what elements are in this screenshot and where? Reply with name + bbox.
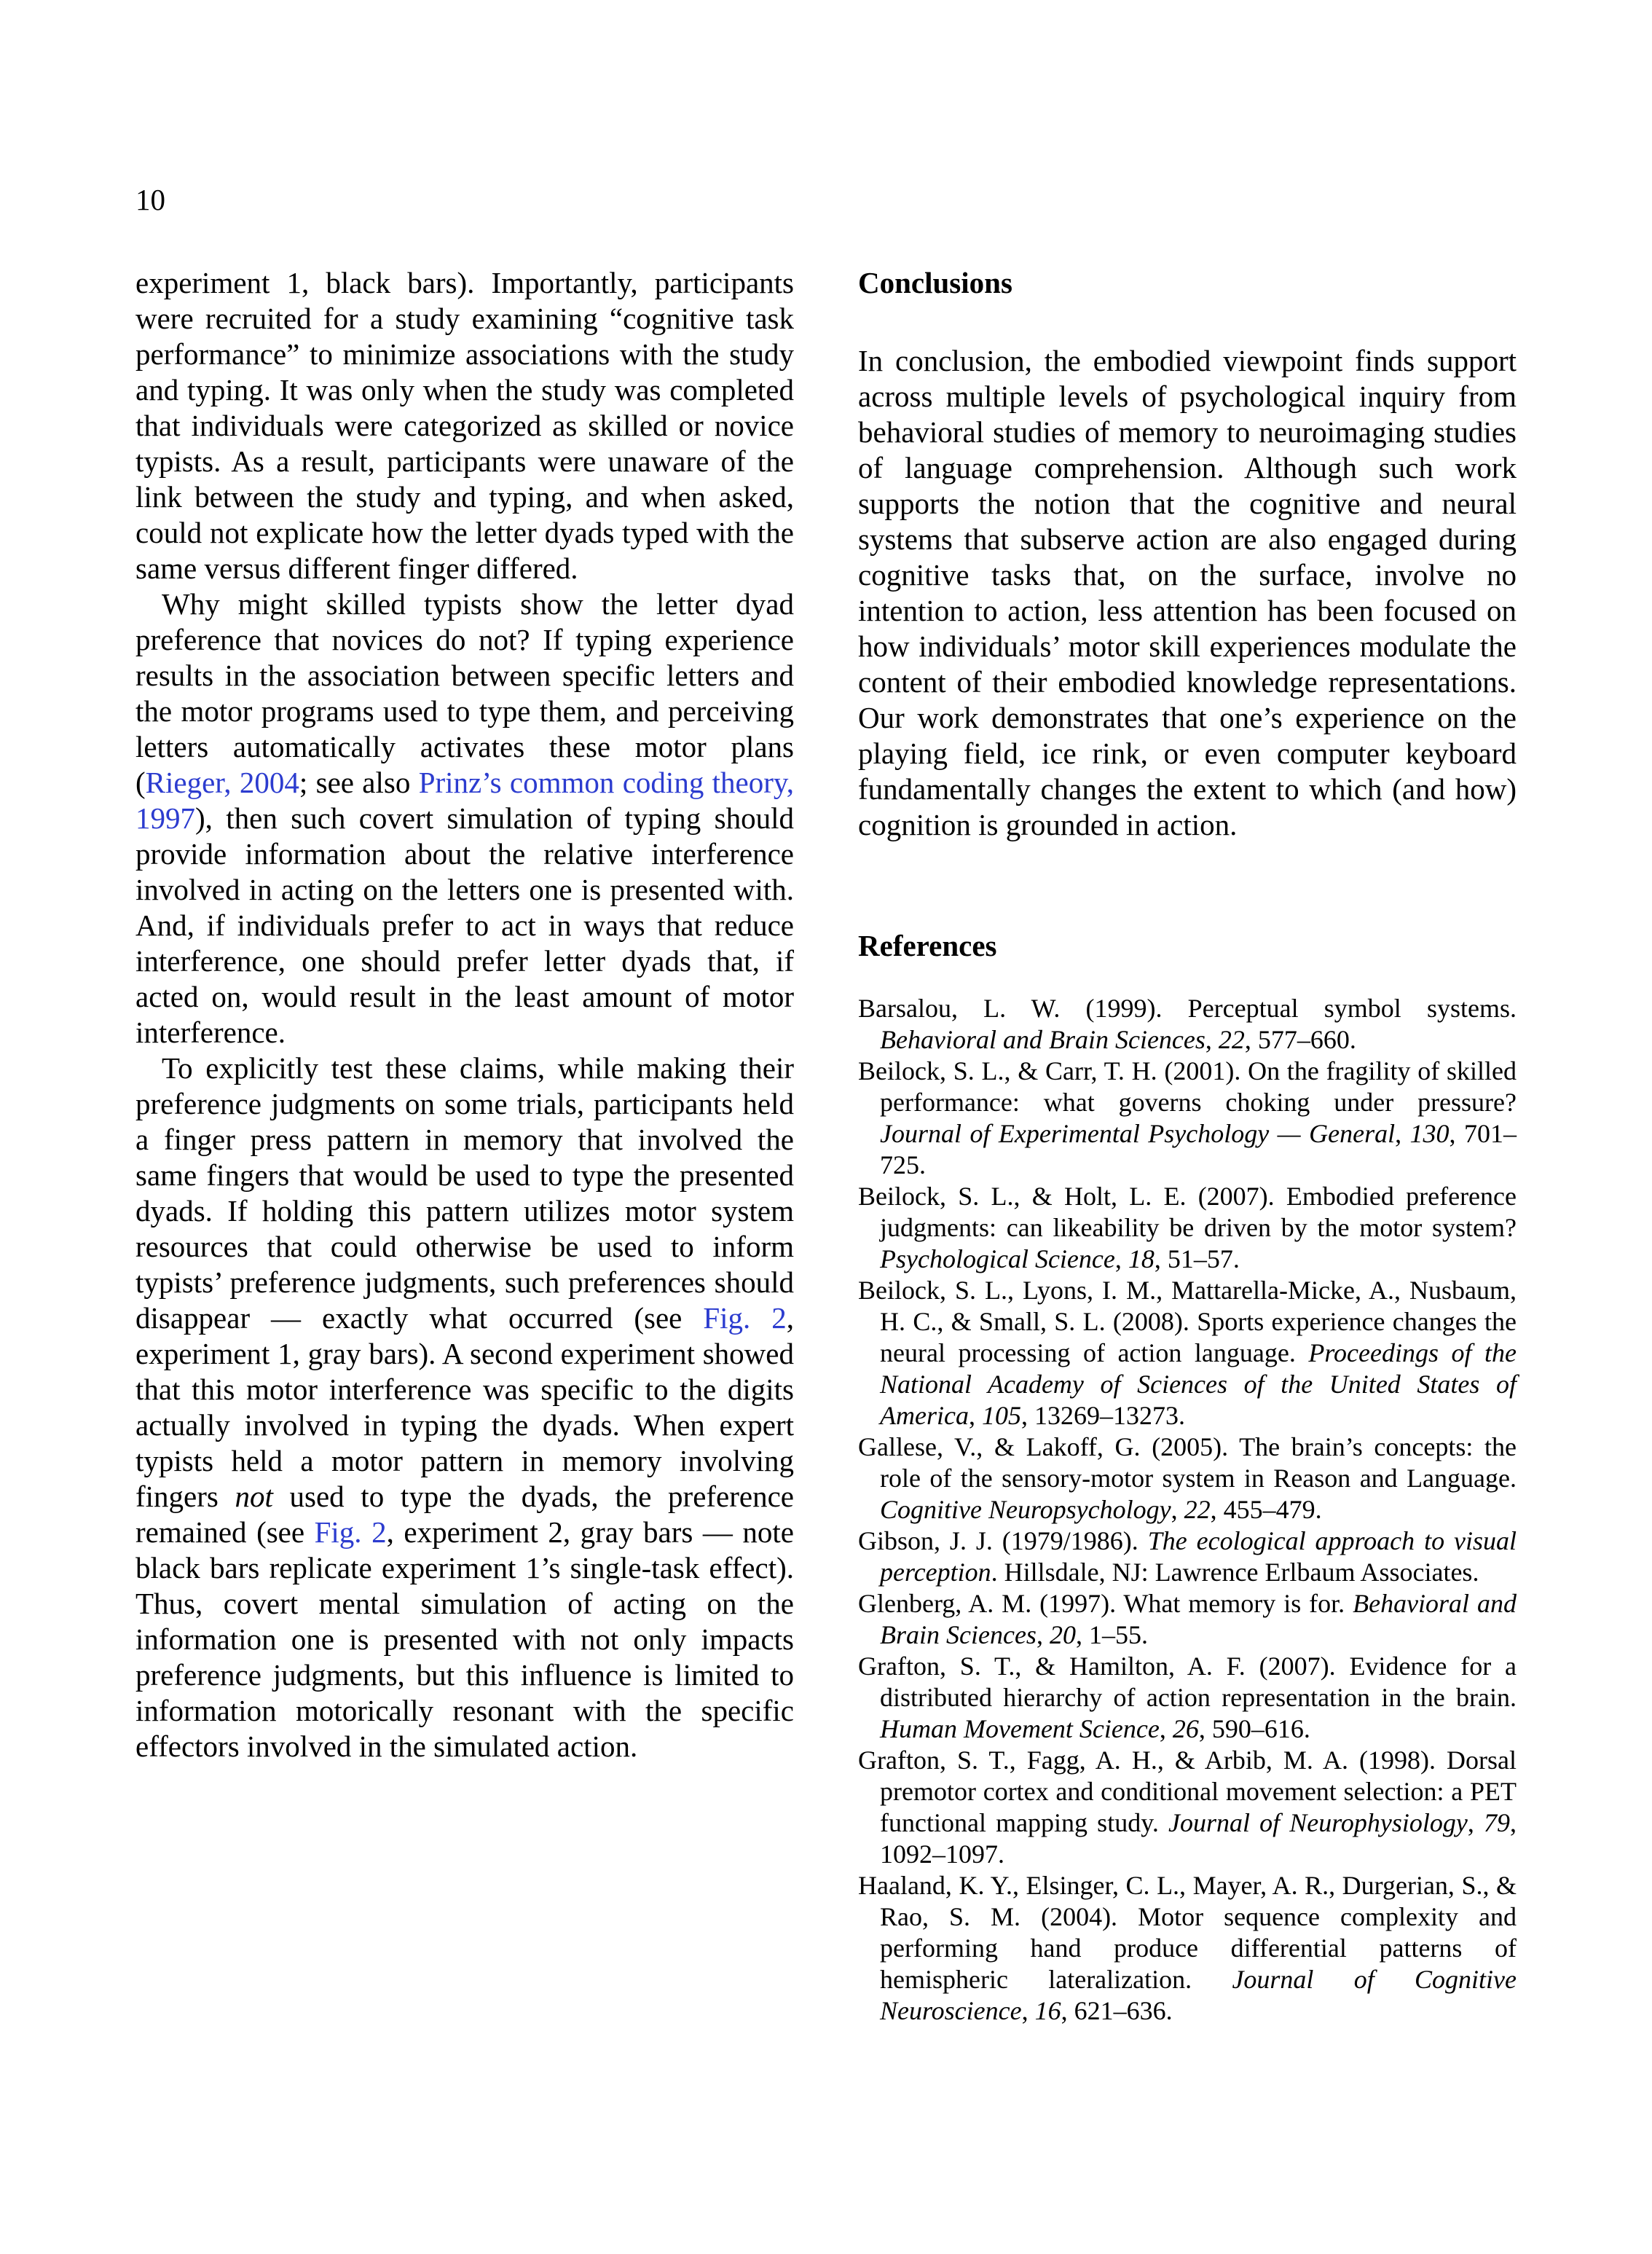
emphasis-text: Human Movement Science: [880, 1714, 1160, 1743]
text-run: Beilock, S. L., Lyons, I. M., Mattarella-Micke, A., Nusbaum, H. C., & Small, S. L. (2008). Sports experience changes the neural processing of action language.: [858, 1276, 1517, 1367]
text-run: , experiment 1, gray bars). A second experiment showed that this motor interference was specific to the digits actually involved in typing the dyads. When expert typists held a motor pattern in memory involving fingers: [135, 1301, 794, 1513]
two-column-layout: [135, 265, 1517, 2027]
text-run: Why might skilled typists show the letter dyad preference that novices do not? If typing experience results in the association between specific letters and the motor programs used to type them, and perceiving letters automatically activates these motor plans (: [135, 587, 794, 799]
emphasis-text: 22: [1218, 1025, 1245, 1054]
emphasis-text: 22: [1184, 1495, 1211, 1524]
text-run: ), then such covert simulation of typing should provide information about the relative interference involved in acting on the letters one is presented with. And, if individuals prefer to act in ways that reduce interference, one should prefer letter dyads that, if acted on, would result in the least amount of motor interference.: [135, 801, 794, 1049]
references-list: [858, 993, 1517, 2027]
text-run: Beilock, S. L., & Holt, L. E. (2007). Embodied preference judgments: can likeability be driven by the motor system?: [858, 1182, 1517, 1242]
paragraph: [135, 1051, 794, 1764]
text-run: , 701–725.: [880, 1119, 1517, 1179]
text-run: , 13269–13273.: [1020, 1401, 1185, 1430]
text-run: To explicitly test these claims, while making their preference judgments on some trials, participants held a finger press pattern in memory that involved the same fingers that would be used to type the presented dyads. If holding this pattern utilizes motor system resources that could otherwise be used to inform typists’ preference judgments, such preferences should disappear — exactly what occurred (see: [135, 1051, 794, 1335]
reference-item: [858, 1525, 1517, 1588]
text-run: Haaland, K. Y., Elsinger, C. L., Mayer, A. R., Durgerian, S., & Rao, S. M. (2004). Motor sequence complexity and performing hand produce differential patterns of hemispheric lateralization.: [858, 1871, 1517, 1994]
emphasis-text: Journal of Experimental Psychology — General: [880, 1119, 1396, 1148]
emphasis-text: Behavioral and Brain Sciences: [880, 1589, 1517, 1649]
text-run: used to type the dyads, the preference remained (see: [135, 1480, 794, 1549]
emphasis-text: not: [235, 1480, 273, 1513]
conclusions-heading: Conclusions: [858, 266, 1012, 299]
text-run: ,: [1159, 1714, 1173, 1743]
reference-item: [858, 1651, 1517, 1745]
reference-item: [858, 1870, 1517, 2027]
text-run: ,: [1171, 1495, 1184, 1524]
text-run: , 455–479.: [1210, 1495, 1322, 1524]
text-run: Grafton, S. T., Fagg, A. H., & Arbib, M. A. (1998). Dorsal premotor cortex and conditional movement selection: a PET functional mapping study.: [858, 1746, 1517, 1837]
text-run: ,: [968, 1401, 982, 1430]
text-run: , 1092–1097.: [880, 1808, 1517, 1869]
conclusions-paragraph: In conclusion, the embodied viewpoint finds support across multiple levels of psychological inquiry from behavioral studies of memory to neuroimaging studies of language comprehension. Although such work supports the notion that the cognitive and neural systems that subserve action are also engaged during cognitive tasks that, on the surface, involve no intention to action, less attention has been focused on how individuals’ motor skill experiences modulate the content of their embodied knowledge representations. Our work demonstrates that one’s experience on the playing field, ice rink, or even computer keyboard fundamentally changes the extent to which (and how) cognition is grounded in action.: [858, 344, 1517, 841]
emphasis-text: 105: [981, 1401, 1021, 1430]
emphasis-text: 18: [1128, 1244, 1155, 1273]
text-run: , 590–616.: [1198, 1714, 1310, 1743]
reference-item: [858, 1275, 1517, 1432]
text-run: experiment 1, black bars). Importantly, participants were recruited for a study examining “cognitive task performance” to minimize associations with the study and typing. It was only when the study was completed that individuals were categorized as skilled or novice typists. As a result, participants were unaware of the link between the study and typing, and when asked, could not explicate how the letter dyads typed with the same versus different finger differed.: [135, 266, 794, 585]
text-run: ,: [1467, 1808, 1484, 1837]
reference-item: [858, 1181, 1517, 1275]
text-run: , 51–57.: [1154, 1244, 1240, 1273]
figure-2-link[interactable]: Fig. 2: [703, 1301, 787, 1335]
emphasis-text: Behavioral and Brain Sciences: [880, 1025, 1205, 1054]
citation-link-rieger-2004[interactable]: Rieger, 2004: [145, 766, 299, 799]
reference-item: [858, 1745, 1517, 1870]
text-run: , 1–55.: [1075, 1620, 1148, 1649]
text-run: ; see also: [299, 766, 419, 799]
text-run: ,: [1021, 1996, 1035, 2025]
paragraph: [135, 586, 794, 1051]
reference-item: [858, 1432, 1517, 1525]
citation-link-prinz-1997[interactable]: Prinz’s common coding theory, 1997: [135, 766, 794, 835]
text-run: Beilock, S. L., & Carr, T. H. (2001). On the fragility of skilled performance: what governs choking under pressure?: [858, 1056, 1517, 1117]
emphasis-text: 79: [1484, 1808, 1510, 1837]
emphasis-text: 26: [1172, 1714, 1199, 1743]
reference-item: [858, 1056, 1517, 1181]
text-run: Gibson, J. J. (1979/1986).: [858, 1526, 1148, 1555]
emphasis-text: Psychological Science: [880, 1244, 1115, 1273]
figure-2-link[interactable]: Fig. 2: [314, 1515, 387, 1549]
text-run: Gallese, V., & Lakoff, G. (2005). The brain’s concepts: the role of the sensory-motor system in Reason and Language.: [858, 1432, 1517, 1493]
reference-item: [858, 993, 1517, 1056]
text-run: , experiment 2, gray bars — note black bars replicate experiment 1’s single-task effect). Thus, covert mental simulation of acting on the information one is presented with not only impacts preference judgments, but this influence is limited to information motorically resonant with the specific effectors involved in the simulated action.: [135, 1515, 794, 1763]
references-heading: References: [858, 929, 997, 962]
page-number: 10: [135, 183, 165, 216]
paragraph: [135, 265, 794, 586]
reference-item: [858, 1588, 1517, 1651]
text-run: Barsalou, L. W. (1999). Perceptual symbol systems.: [858, 994, 1517, 1023]
emphasis-text: Journal of Neurophysiology: [1168, 1808, 1468, 1837]
text-run: . Hillsdale, NJ: Lawrence Erlbaum Associates.: [991, 1558, 1479, 1587]
text-run: ,: [1205, 1025, 1219, 1054]
emphasis-text: The ecological approach to visual perception: [880, 1526, 1517, 1587]
right-column: [858, 265, 1517, 2027]
emphasis-text: Proceedings of the National Academy of Sciences of the United States of America: [880, 1338, 1517, 1430]
text-run: ,: [1114, 1244, 1128, 1273]
emphasis-text: Cognitive Neuropsychology: [880, 1495, 1171, 1524]
text-run: ,: [1036, 1620, 1050, 1649]
text-run: , 621–636.: [1061, 1996, 1173, 2025]
body-text: [135, 265, 794, 1764]
text-run: Grafton, S. T., & Hamilton, A. F. (2007). Evidence for a distributed hierarchy of action representation in the brain.: [858, 1652, 1517, 1712]
text-run: , 577–660.: [1244, 1025, 1356, 1054]
left-column: [135, 265, 794, 2027]
emphasis-text: Journal of Cognitive Neuroscience: [880, 1965, 1517, 2025]
text-run: Glenberg, A. M. (1997). What memory is for.: [858, 1589, 1353, 1618]
text-run: ,: [1395, 1119, 1410, 1148]
emphasis-text: 16: [1034, 1996, 1061, 2025]
emphasis-text: 130: [1409, 1119, 1450, 1148]
emphasis-text: 20: [1049, 1620, 1076, 1649]
